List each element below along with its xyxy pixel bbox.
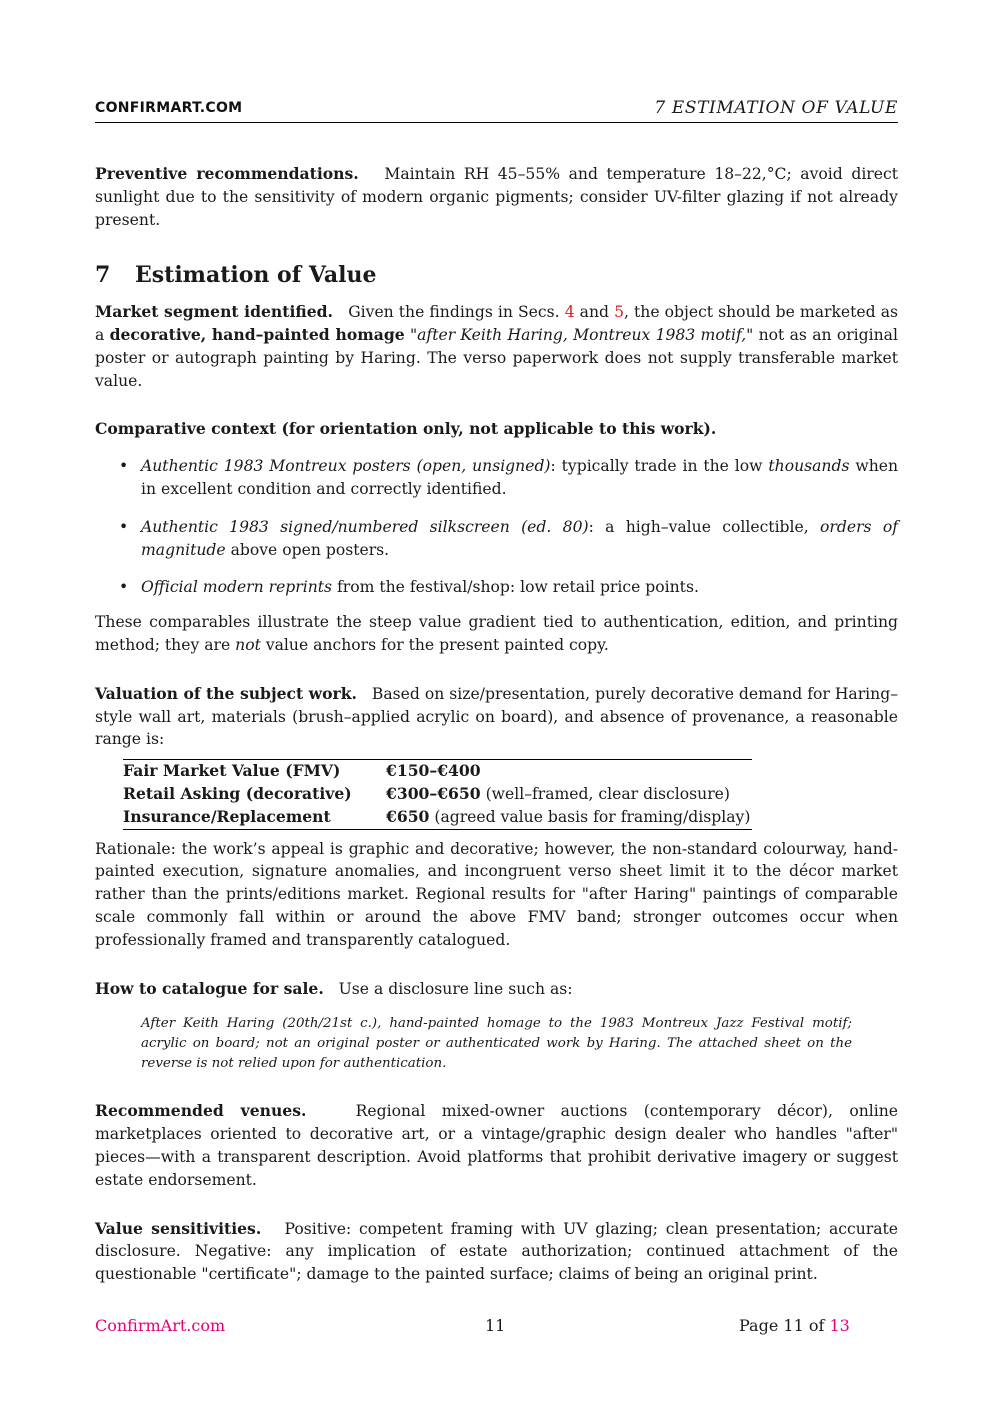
section-number: 7 — [95, 262, 111, 289]
venues-text: Regional mixed-owner auctions (contemporary décor), online marketplaces oriented to decorative art, or a vintage/graphic design dealer who handles "after" pieces—with a transparent description. Avoid platforms that prohibit derivative imagery or suggest estate endorsement. — [95, 1102, 899, 1189]
confirmart-logo: CONFIRMART.COM — [95, 100, 243, 116]
row-value: €150–€400 — [386, 761, 481, 781]
section-ref-link[interactable]: 4 — [564, 303, 575, 322]
row-value: €650 — [386, 806, 430, 826]
page-total-link[interactable]: 13 — [829, 1316, 850, 1335]
item-italic: Authentic 1983 signed/numbered silkscreen (ed. 80) — [141, 517, 589, 536]
list-item — [95, 576, 898, 599]
market-label: Market segment identified. — [95, 302, 333, 322]
disclosure-quote: After Keith Haring (20th/21st c.), hand-painted homage to the 1983 Montreux Jazz Festival motif; acrylic on board; not an original poster or authenticated work by Haring. The attached sheet on the reverse is not relied upon for authentication. — [141, 1016, 852, 1072]
row-value: €300–€650 — [386, 783, 481, 803]
venues-paragraph — [95, 1100, 898, 1191]
market-text: " — [404, 325, 418, 344]
header-section-label: 7 ESTIMATION OF VALUE — [654, 98, 898, 118]
row-key: Fair Market Value (FMV) — [123, 761, 341, 781]
table-row — [123, 806, 752, 829]
footer-page-count — [739, 1316, 850, 1335]
item-text: when in excellent condition and correctly identified. — [141, 457, 899, 498]
list-item — [95, 516, 898, 562]
valuation-table — [123, 759, 752, 829]
row-value-cell — [386, 806, 752, 829]
section-heading — [95, 264, 898, 287]
item-text: above open posters. — [225, 540, 390, 559]
sensitivities-label: Value sensitivities. — [95, 1218, 262, 1238]
sensitivities-paragraph — [95, 1218, 898, 1286]
summary-text: value anchors for the present painted copy. — [260, 635, 609, 654]
page-body — [95, 163, 898, 1286]
row-value-cell — [386, 760, 752, 783]
item-text: from the festival/shop: low retail price points. — [332, 578, 699, 597]
row-value-cell — [386, 783, 752, 806]
table-row — [123, 783, 752, 806]
catalogue-paragraph — [95, 978, 898, 1001]
item-italic: Authentic 1983 Montreux posters (open, unsigned) — [141, 457, 551, 476]
list-item — [95, 455, 898, 501]
footer-site-link[interactable]: ConfirmArt.com — [95, 1316, 226, 1335]
item-italic: Official modern reprints — [141, 578, 333, 597]
preventive-label: Preventive recommendations. — [95, 164, 359, 183]
market-text: " not as an original poster or autograph painting by Haring. The verso paperwork does not supply transferable market value. — [95, 325, 898, 390]
market-text: , the object should be marketed as a — [95, 303, 898, 344]
market-bold: decorative, hand–painted homage — [109, 324, 405, 344]
footer-page-number: 11 — [485, 1316, 506, 1335]
catalogue-text: Use a disclosure line such as: — [338, 979, 573, 998]
market-text: Given the findings in Secs. — [348, 303, 565, 322]
comparative-heading — [95, 418, 898, 441]
page-label: Page 11 of — [739, 1316, 830, 1335]
row-note: (agreed value basis for framing/display) — [429, 807, 751, 826]
item-italic: thousands — [768, 457, 850, 476]
comparative-heading-text: Comparative context (for orientation only, not applicable to this work). — [95, 419, 717, 439]
market-italic: after Keith Haring, Montreux 1983 motif, — [417, 325, 747, 344]
section-title: Estimation of Value — [135, 262, 377, 289]
summary-text: These comparables illustrate the steep value gradient tied to authentication, edition, and printing method; they are — [95, 613, 898, 654]
running-header — [95, 98, 898, 123]
row-key: Retail Asking (decorative) — [123, 783, 352, 803]
row-key: Insurance/Replacement — [123, 806, 331, 826]
section-ref-link[interactable]: 5 — [614, 303, 624, 322]
rationale-paragraph: Rationale: the work’s appeal is graphic and decorative; however, the non-standard colourway, hand-painted execution, signature anomalies, and incongruent verso sheet limit it to the décor market rather than the prints/editions market. Regional results for "after Haring" paintings of comparable scale commonly fall within or around the above FMV band; stronger outcomes occur when professionally framed and transparently catalogued. — [95, 839, 898, 949]
valuation-text: Based on size/presentation, purely decorative demand for Haring–style wall art, materials (brush–applied acrylic on board), and absence of provenance, a reasonable range is: — [95, 684, 898, 749]
sensitivities-text: Positive: competent framing with UV glazing; clean presentation; accurate disclosure. Negative: any implication of estate authorization; continued attachment of the questionable "certificate"; damage to the painted surface; claims of being an original print. — [95, 1219, 898, 1284]
comparables-list — [95, 455, 898, 599]
item-text: : a high–value collectible, — [588, 517, 821, 536]
venues-label: Recommended venues. — [95, 1101, 307, 1121]
table-row — [123, 760, 752, 783]
summary-italic: not — [235, 635, 261, 654]
market-text: and — [574, 303, 615, 322]
preventive-paragraph — [95, 163, 898, 231]
preventive-text: Maintain RH 45–55% and temperature 18–22,°C; avoid direct sunlight due to the sensitivity of modern organic pigments; consider UV-filter glazing if not already present. — [95, 165, 898, 229]
comparables-summary — [95, 611, 898, 657]
item-italic: orders of magnitude — [141, 517, 898, 559]
row-note: (well–framed, clear disclosure) — [480, 784, 730, 803]
market-paragraph — [95, 301, 898, 392]
item-text: : typically trade in the low — [550, 457, 769, 476]
catalogue-label: How to catalogue for sale. — [95, 978, 324, 998]
valuation-label: Valuation of the subject work. — [95, 683, 357, 703]
valuation-paragraph — [95, 683, 898, 751]
